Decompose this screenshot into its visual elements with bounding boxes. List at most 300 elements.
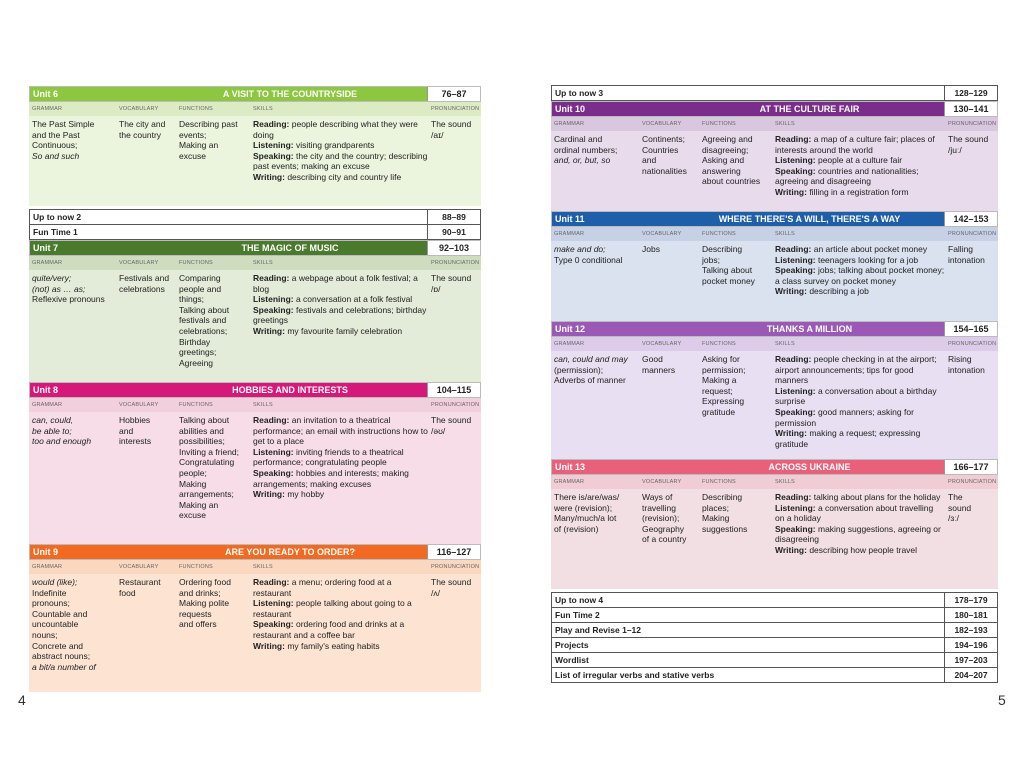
column-header-pronunciation: PRONUNCIATION xyxy=(948,341,997,347)
functions-line: things; xyxy=(179,294,205,305)
grammar-line: can, could, xyxy=(32,415,74,425)
column-headers xyxy=(551,227,998,241)
grammar-line: of (revision) xyxy=(554,523,599,534)
grammar-line: Reflexive pronouns xyxy=(32,294,105,305)
column-header-pronunciation: PRONUNCIATION xyxy=(431,260,480,266)
unit-title: A VISIT TO THE COUNTRYSIDE xyxy=(222,89,358,99)
unit-block xyxy=(29,240,481,382)
toc-row xyxy=(551,637,998,653)
grammar-line: abstract nouns; xyxy=(32,651,91,662)
unit-title: THE MAGIC OF MUSIC xyxy=(241,243,339,253)
pronunciation-line: Falling xyxy=(948,244,974,254)
left-page xyxy=(29,86,481,692)
functions-line: Inviting a friend; xyxy=(179,446,240,457)
unit-pages: 142–153 xyxy=(944,212,997,226)
skill-line xyxy=(253,619,428,640)
pronunciation-cell xyxy=(945,244,998,321)
vocabulary-line: and xyxy=(642,155,657,166)
grammar-cell xyxy=(29,415,116,544)
vocabulary-cell xyxy=(639,354,699,459)
unit-pages: 166–177 xyxy=(944,460,997,474)
skill-text: my hobby xyxy=(284,489,325,500)
skill-text: a webpage about a folk festival; a blog xyxy=(253,273,418,294)
skill-text: my favourite family celebration xyxy=(284,325,403,336)
skill-label: Writing: xyxy=(253,325,285,336)
grammar-cell xyxy=(29,273,116,382)
vocabulary-line: nationalities xyxy=(642,165,687,176)
functions-line: Making xyxy=(702,513,730,524)
vocabulary-line: Restaurant xyxy=(119,577,161,587)
skill-line xyxy=(253,326,428,337)
pronunciation-cell xyxy=(945,492,998,589)
functions-line: excuse xyxy=(179,510,206,521)
vocabulary-cell xyxy=(116,119,176,206)
unit-block xyxy=(29,544,481,692)
pronunciation-cell xyxy=(428,415,481,544)
functions-line: abilities and xyxy=(179,425,224,436)
skill-line xyxy=(775,428,945,449)
pronunciation-line: The sound xyxy=(431,273,472,283)
skill-text: ordering food and drinks at a restaurant and a coffee bar xyxy=(253,619,405,640)
column-headers xyxy=(551,117,998,131)
skill-line xyxy=(253,641,428,652)
column-header-functions: FUNCTIONS xyxy=(179,260,213,266)
skill-text: an article about pocket money xyxy=(811,244,928,254)
functions-cell xyxy=(699,244,772,321)
toc-pages: 90–91 xyxy=(427,225,480,239)
skill-line xyxy=(775,166,945,187)
skill-line xyxy=(253,273,428,294)
skill-label: Speaking: xyxy=(775,165,816,176)
functions-line: greetings; xyxy=(179,347,217,358)
skill-label: Speaking: xyxy=(253,150,294,161)
column-header-vocabulary: VOCABULARY xyxy=(642,341,682,347)
functions-cell xyxy=(699,134,772,211)
pronunciation-line: /əʊ/ xyxy=(431,425,446,436)
column-headers xyxy=(29,102,481,116)
vocabulary-line: The city and xyxy=(119,119,166,129)
functions-line: request; xyxy=(702,385,733,396)
grammar-cell xyxy=(29,577,116,692)
skill-text: people describing what they were doing xyxy=(253,119,418,140)
unit-block xyxy=(29,86,481,206)
grammar-line: pronouns; xyxy=(32,598,70,609)
skill-line xyxy=(253,140,428,151)
functions-line: and offers xyxy=(179,619,217,630)
functions-line: Expressing xyxy=(702,396,745,407)
skill-line xyxy=(775,286,945,297)
skill-label: Listening: xyxy=(253,598,294,609)
functions-line: gratitude xyxy=(702,406,736,417)
grammar-line: a bit/a number of xyxy=(32,661,96,672)
skills-cell xyxy=(250,273,428,382)
grammar-line: Continuous; xyxy=(32,140,78,151)
unit-pages: 130–141 xyxy=(944,102,997,116)
column-header-grammar: GRAMMAR xyxy=(554,231,585,237)
skills-cell xyxy=(250,577,428,692)
functions-line: Making an xyxy=(179,140,219,151)
toc-label: Wordlist xyxy=(555,655,589,665)
functions-cell xyxy=(176,119,250,206)
functions-line: about countries xyxy=(702,176,761,187)
grammar-line: Countable and xyxy=(32,608,88,619)
skill-text: countries and nationalities; agreeing and disagreeing xyxy=(775,165,919,187)
skill-line xyxy=(253,119,428,140)
unit-body xyxy=(551,351,998,459)
unit-pages: 104–115 xyxy=(427,383,480,397)
skill-text: people at a culture fair xyxy=(815,155,903,166)
functions-line: Making a xyxy=(702,375,737,386)
column-header-skills: SKILLS xyxy=(253,106,273,112)
pronunciation-line: The sound xyxy=(431,119,472,129)
page-number-left: 4 xyxy=(18,692,26,708)
toc-label: Play and Revise 1–12 xyxy=(555,625,642,635)
unit-title: HOBBIES AND INTERESTS xyxy=(232,385,348,395)
pronunciation-cell xyxy=(428,273,481,382)
column-header-vocabulary: VOCABULARY xyxy=(119,564,159,570)
column-header-skills: SKILLS xyxy=(775,231,795,237)
unit-block xyxy=(29,382,481,544)
skill-line xyxy=(775,407,945,428)
skill-line xyxy=(775,354,945,386)
unit-block xyxy=(551,211,998,321)
toc-row xyxy=(29,209,481,225)
skill-label: Listening: xyxy=(775,385,816,396)
pronunciation-line: Rising xyxy=(948,354,972,364)
toc-label: Up to now 2 xyxy=(33,212,82,222)
unit-block xyxy=(551,101,998,211)
vocabulary-line: interests xyxy=(119,436,152,447)
skill-line xyxy=(253,305,428,326)
vocabulary-line: Ways of xyxy=(642,492,673,502)
skill-label: Speaking: xyxy=(775,265,816,276)
pronunciation-line: sound xyxy=(948,502,972,513)
functions-line: Making polite xyxy=(179,598,230,609)
toc-row xyxy=(551,85,998,101)
unit-body xyxy=(29,270,481,382)
skill-text: hobbies and interests; making arrangements; making excuses xyxy=(253,467,409,489)
functions-line: people and xyxy=(179,283,222,294)
pronunciation-line: /aɪ/ xyxy=(431,129,444,140)
grammar-line: would (like); xyxy=(32,577,78,587)
unit-header xyxy=(29,544,481,560)
skill-line xyxy=(253,294,428,305)
skill-text: my family's eating habits xyxy=(284,640,380,651)
skill-text: describing city and country life xyxy=(284,171,402,182)
functions-line: Ordering food xyxy=(179,577,231,587)
skill-label: Writing: xyxy=(253,171,285,182)
column-header-functions: FUNCTIONS xyxy=(179,564,213,570)
unit-body xyxy=(551,241,998,321)
column-header-grammar: GRAMMAR xyxy=(32,402,63,408)
vocabulary-line: Good xyxy=(642,354,663,364)
skill-text: teenagers looking for a job xyxy=(815,254,919,265)
functions-line: permission; xyxy=(702,364,746,375)
column-header-skills: SKILLS xyxy=(253,402,273,408)
skill-label: Writing: xyxy=(775,428,807,439)
toc-pages: 88–89 xyxy=(427,210,480,224)
skill-label: Speaking: xyxy=(775,523,816,534)
functions-line: Making an xyxy=(179,499,219,510)
skill-label: Reading: xyxy=(253,577,290,587)
skills-cell xyxy=(250,415,428,544)
unit-title: ARE YOU READY TO ORDER? xyxy=(224,547,356,557)
pronunciation-line: /ʌ/ xyxy=(431,587,440,598)
skill-text: a menu; ordering food at a restaurant xyxy=(253,577,392,598)
skill-line xyxy=(253,489,428,500)
column-headers xyxy=(29,560,481,574)
functions-line: and drinks; xyxy=(179,587,221,598)
column-header-pronunciation: PRONUNCIATION xyxy=(948,121,997,127)
skill-line xyxy=(775,503,945,524)
column-header-functions: FUNCTIONS xyxy=(702,231,736,237)
column-header-grammar: GRAMMAR xyxy=(554,341,585,347)
functions-line: events; xyxy=(179,129,207,140)
unit-block xyxy=(551,321,998,459)
unit-header xyxy=(29,86,481,102)
skill-label: Speaking: xyxy=(775,406,816,417)
vocabulary-line: Hobbies xyxy=(119,415,151,425)
unit-title: ACROSS UKRAINE xyxy=(768,462,851,472)
functions-line: Describing xyxy=(702,492,743,502)
column-header-vocabulary: VOCABULARY xyxy=(642,121,682,127)
column-header-vocabulary: VOCABULARY xyxy=(642,231,682,237)
vocabulary-line: Countries xyxy=(642,144,679,155)
vocabulary-line: Continents; xyxy=(642,134,685,144)
skill-line xyxy=(253,415,428,447)
vocabulary-cell xyxy=(116,415,176,544)
toc-row xyxy=(551,622,998,638)
skill-line xyxy=(253,577,428,598)
column-headers xyxy=(29,398,481,412)
unit-body xyxy=(29,574,481,692)
functions-line: Talking about xyxy=(179,304,230,315)
unit-number: Unit 8 xyxy=(33,385,59,395)
functions-line: Comparing xyxy=(179,273,221,283)
vocabulary-line: and xyxy=(119,425,134,436)
unit-body xyxy=(29,116,481,206)
unit-number: Unit 13 xyxy=(555,462,586,472)
functions-cell xyxy=(699,354,772,459)
grammar-line: Adverbs of manner xyxy=(554,375,626,386)
grammar-line: make and do; xyxy=(554,244,606,254)
skill-text: a conversation about a birthday surprise xyxy=(775,385,937,407)
column-header-skills: SKILLS xyxy=(775,341,795,347)
vocabulary-line: manners xyxy=(642,364,676,375)
grammar-line: nouns; xyxy=(32,629,58,640)
skill-line xyxy=(775,545,945,556)
grammar-line: Many/much/a lot xyxy=(554,513,617,524)
skill-line xyxy=(775,386,945,407)
right-page xyxy=(551,86,998,683)
vocabulary-line: Jobs xyxy=(642,244,660,254)
functions-line: Talking about xyxy=(179,415,230,425)
grammar-line: be able to; xyxy=(32,425,72,436)
grammar-line: So and such xyxy=(32,150,80,161)
vocabulary-line: Geography xyxy=(642,523,685,534)
grammar-line: (permission); xyxy=(554,364,604,375)
grammar-cell xyxy=(551,492,639,589)
functions-line: suggestions xyxy=(702,523,748,534)
skill-line xyxy=(775,265,945,286)
page-number-right: 5 xyxy=(998,692,1006,708)
unit-body xyxy=(551,489,998,589)
grammar-cell xyxy=(551,354,639,459)
unit-number: Unit 9 xyxy=(33,547,59,557)
functions-line: people; xyxy=(179,467,207,478)
grammar-line: The Past Simple xyxy=(32,119,95,129)
skill-text: making suggestions, agreeing or disagreeing xyxy=(775,523,941,545)
grammar-line: too and enough xyxy=(32,436,92,447)
skills-cell xyxy=(772,354,945,459)
toc-pages: 182–193 xyxy=(944,623,997,637)
vocabulary-line: the country xyxy=(119,129,162,140)
functions-line: Asking and xyxy=(702,155,745,166)
unit-number: Unit 6 xyxy=(33,89,59,99)
grammar-line: Concrete and xyxy=(32,640,84,651)
vocabulary-line: Festivals and xyxy=(119,273,170,283)
functions-cell xyxy=(176,577,250,692)
grammar-line: Indefinite xyxy=(32,587,67,598)
skills-cell xyxy=(772,134,945,211)
column-header-pronunciation: PRONUNCIATION xyxy=(431,402,480,408)
skill-text: festivals and celebrations; birthday greetings xyxy=(253,304,427,326)
vocabulary-line: food xyxy=(119,587,136,598)
functions-line: Agreeing and xyxy=(702,134,753,144)
unit-pages: 116–127 xyxy=(427,545,480,559)
skill-text: making a request; expressing gratitude xyxy=(775,428,921,449)
functions-line: pocket money xyxy=(702,275,755,286)
skill-line xyxy=(253,598,428,619)
grammar-line: and the Past xyxy=(32,129,80,140)
grammar-line: Cardinal and xyxy=(554,134,603,144)
functions-line: Describing xyxy=(702,244,743,254)
functions-cell xyxy=(176,273,250,382)
skill-label: Reading: xyxy=(775,354,812,364)
toc-label: Fun Time 1 xyxy=(33,227,78,237)
functions-line: Agreeing xyxy=(179,357,214,368)
skill-label: Listening: xyxy=(775,254,816,265)
unit-body xyxy=(29,412,481,544)
skill-label: Reading: xyxy=(775,244,812,254)
vocabulary-cell xyxy=(639,134,699,211)
toc-row xyxy=(551,607,998,623)
unit-header xyxy=(29,240,481,256)
column-header-skills: SKILLS xyxy=(775,479,795,485)
vocabulary-line: travelling xyxy=(642,502,677,513)
toc-pages: 194–196 xyxy=(944,638,997,652)
skill-label: Writing: xyxy=(775,286,807,297)
toc-label: Up to now 3 xyxy=(555,88,604,98)
unit-pages: 154–165 xyxy=(944,322,997,336)
column-headers xyxy=(551,475,998,489)
column-header-functions: FUNCTIONS xyxy=(179,106,213,112)
pronunciation-cell xyxy=(945,354,998,459)
unit-pages: 76–87 xyxy=(427,87,480,101)
skill-label: Reading: xyxy=(253,119,290,129)
skill-text: a conversation at a folk festival xyxy=(293,294,413,305)
vocabulary-line: of a country xyxy=(642,534,687,545)
column-header-pronunciation: PRONUNCIATION xyxy=(431,564,480,570)
column-header-functions: FUNCTIONS xyxy=(702,479,736,485)
skills-cell xyxy=(250,119,428,206)
skill-label: Writing: xyxy=(775,544,807,555)
skill-label: Writing: xyxy=(253,640,285,651)
column-headers xyxy=(29,256,481,270)
skill-label: Listening: xyxy=(253,446,294,457)
skill-line xyxy=(253,468,428,489)
vocabulary-cell xyxy=(116,273,176,382)
vocabulary-line: (revision); xyxy=(642,513,680,524)
toc-pages: 204–207 xyxy=(944,668,997,682)
column-header-skills: SKILLS xyxy=(253,564,273,570)
toc-label: Up to now 4 xyxy=(555,595,604,605)
column-header-grammar: GRAMMAR xyxy=(554,479,585,485)
column-header-vocabulary: VOCABULARY xyxy=(119,260,159,266)
skill-label: Reading: xyxy=(253,415,290,425)
toc-pages: 128–129 xyxy=(944,86,997,100)
skill-label: Listening: xyxy=(253,140,294,151)
toc-pages: 180–181 xyxy=(944,608,997,622)
skill-label: Writing: xyxy=(775,186,807,197)
toc-row xyxy=(551,667,998,683)
toc-row xyxy=(551,652,998,668)
skill-label: Reading: xyxy=(253,273,290,283)
functions-line: Talking about xyxy=(702,265,753,276)
pronunciation-cell xyxy=(428,119,481,206)
column-header-vocabulary: VOCABULARY xyxy=(119,106,159,112)
skill-line xyxy=(775,187,945,198)
toc-row xyxy=(29,224,481,240)
grammar-line: ordinal numbers; xyxy=(554,144,618,155)
column-headers xyxy=(551,337,998,351)
skill-line xyxy=(775,155,945,166)
toc-label: List of irregular verbs and stative verbs xyxy=(555,670,715,680)
grammar-line: Type 0 conditional xyxy=(554,254,623,265)
vocabulary-cell xyxy=(639,244,699,321)
pronunciation-line: intonation xyxy=(948,364,985,375)
functions-line: Describing past xyxy=(179,119,238,129)
skill-text: jobs; talking about pocket money; a class survey on pocket money xyxy=(775,265,945,286)
skills-cell xyxy=(772,244,945,321)
column-header-grammar: GRAMMAR xyxy=(32,564,63,570)
column-header-pronunciation: PRONUNCIATION xyxy=(948,479,997,485)
skill-label: Reading: xyxy=(775,134,812,144)
column-header-pronunciation: PRONUNCIATION xyxy=(948,231,997,237)
skill-line xyxy=(775,492,945,503)
skill-text: people talking about going to a restaurant xyxy=(253,598,412,619)
toc-pages: 178–179 xyxy=(944,593,997,607)
grammar-line: (not) as … as; xyxy=(32,283,86,294)
functions-cell xyxy=(176,415,250,544)
skill-label: Reading: xyxy=(775,492,812,502)
unit-title: AT THE CULTURE FAIR xyxy=(759,104,860,114)
unit-title: WHERE THERE'S A WILL, THERE'S A WAY xyxy=(718,214,901,224)
functions-line: jobs; xyxy=(702,254,720,265)
skill-line xyxy=(775,524,945,545)
functions-line: disagreeing; xyxy=(702,144,749,155)
unit-number: Unit 12 xyxy=(555,324,586,334)
unit-header xyxy=(551,459,998,475)
pronunciation-cell xyxy=(945,134,998,211)
functions-line: Birthday xyxy=(179,336,211,347)
grammar-line: quite/very; xyxy=(32,273,72,283)
toc-pages: 197–203 xyxy=(944,653,997,667)
skill-text: describing how people travel xyxy=(806,544,918,555)
skill-text: inviting friends to a theatrical performance; congratulating people xyxy=(253,446,404,468)
column-header-vocabulary: VOCABULARY xyxy=(119,402,159,408)
pronunciation-cell xyxy=(428,577,481,692)
